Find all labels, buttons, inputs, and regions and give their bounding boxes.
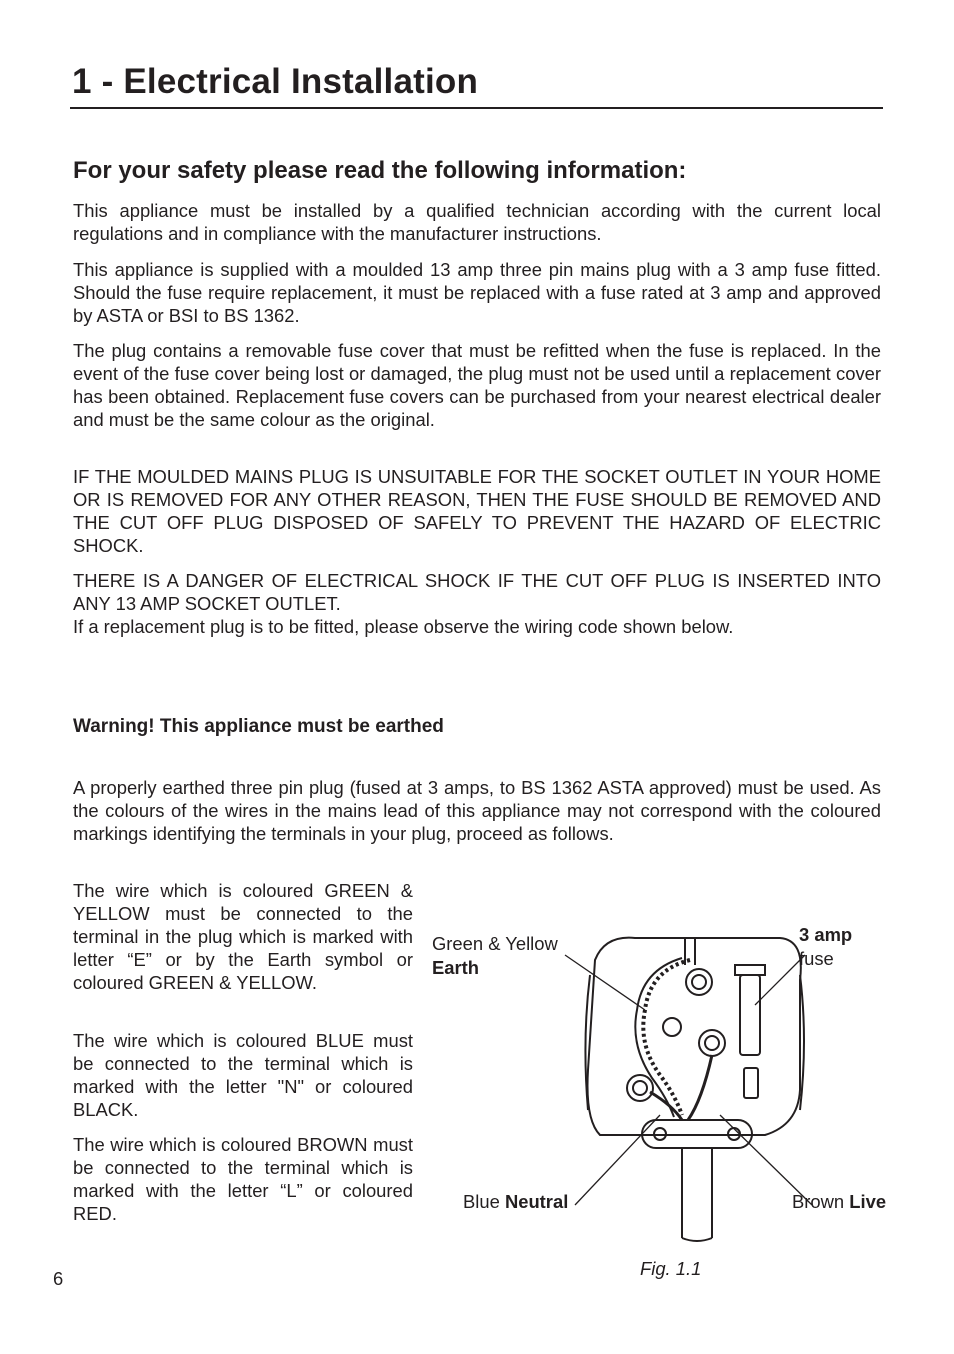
wire-earth-text: The wire which is coloured GREEN & YELLOW must be connected to the terminal in the plug which is marked with letter “E” or by the Earth symbol or coloured GREEN & YELLOW.	[73, 880, 413, 993]
safety-paragraph-1: This appliance must be installed by a qualified technician according with the current local regulations and in compliance with the manufacturer instructions.	[73, 200, 881, 244]
page-number: 6	[53, 1268, 64, 1289]
earth-color-label: Green & Yellow	[432, 933, 558, 954]
warning-heading: Warning! This appliance must be earthed	[73, 716, 444, 737]
warning-intro: A properly earthed three pin plug (fused at 3 amps, to BS 1362 ASTA approved) must be used. As the colours of the wires in the mains lead of this appliance may not correspond with the coloured markings identifying the terminals in your plug, proceed as follows.	[73, 777, 881, 844]
neutral-color-label: Blue	[463, 1191, 500, 1212]
safety-paragraph-2: This appliance is supplied with a moulded 13 amp three pin mains plug with a 3 amp fuse fitted. Should the fuse require replacement, it must be replaced with a fuse rated at 3 amp and approved by ASTA or BSI to BS 1362.	[73, 259, 881, 326]
live-label	[792, 1190, 886, 1213]
wire-neutral-text: The wire which is coloured BLUE must be connected to the terminal which is marked with the letter "N" or coloured BLACK.	[73, 1030, 413, 1120]
wire-live-text: The wire which is coloured BROWN must be connected to the terminal which is marked with the letter “L” or coloured RED.	[73, 1134, 413, 1224]
fuse-label: fuse	[799, 948, 834, 969]
fuse-amp-label: 3 amp	[799, 924, 853, 945]
safety-paragraph-4: IF THE MOULDED MAINS PLUG IS UNSUITABLE FOR THE SOCKET OUTLET IN YOUR HOME OR IS REMOVED FOR ANY OTHER REASON, THEN THE FUSE SHOULD BE REMOVED AND THE CUT OFF PLUG DISPOSED OF SAFELY TO PREVENT THE HAZARD OF ELECTRIC SHOCK.	[73, 466, 881, 556]
figure-caption: Fig. 1.1	[640, 1258, 702, 1279]
live-name-label: Live	[849, 1191, 887, 1212]
safety-paragraph-6: If a replacement plug is to be fitted, please observe the wiring code shown below.	[73, 616, 734, 637]
neutral-label	[463, 1190, 568, 1213]
earth-label: Earth	[432, 957, 480, 978]
neutral-name-label: Neutral	[504, 1191, 569, 1212]
page-title: 1 - Electrical Installation	[72, 62, 479, 101]
safety-paragraph-5: THERE IS A DANGER OF ELECTRICAL SHOCK IF THE CUT OFF PLUG IS INSERTED INTO ANY 13 AMP SOCKET OUTLET.	[73, 570, 881, 614]
safety-paragraph-3: The plug contains a removable fuse cover that must be refitted when the fuse is replaced. In the event of the fuse cover being lost or damaged, the plug must not be used until a replacement cover has been obtained. Replacement fuse covers can be purchased from your nearest electrical dealer and must be the same colour as the original.	[73, 340, 881, 430]
live-color-label: Brown	[792, 1191, 845, 1212]
safety-heading: For your safety please read the following information:	[73, 157, 687, 184]
title-rule	[70, 107, 883, 109]
